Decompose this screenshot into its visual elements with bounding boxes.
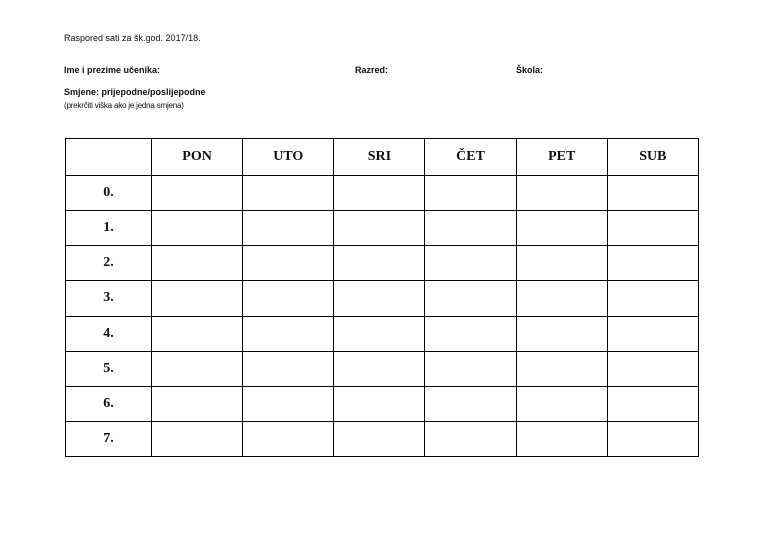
schedule-table <box>65 138 699 457</box>
schedule-cell[interactable] <box>607 386 698 421</box>
schedule-cell[interactable] <box>516 316 607 351</box>
schedule-cell[interactable] <box>152 421 243 456</box>
schedule-cell[interactable] <box>334 316 425 351</box>
schedule-cell[interactable] <box>516 246 607 281</box>
day-header-sri: SRI <box>334 139 425 176</box>
schedule-cell[interactable] <box>152 386 243 421</box>
schedule-cell[interactable] <box>425 351 516 386</box>
schedule-cell[interactable] <box>243 246 334 281</box>
schedule-cell[interactable] <box>243 281 334 316</box>
corner-cell <box>66 139 152 176</box>
schedule-cell[interactable] <box>243 421 334 456</box>
period-label: 6. <box>66 386 152 421</box>
schedule-cell[interactable] <box>334 246 425 281</box>
schedule-cell[interactable] <box>152 316 243 351</box>
table-row <box>66 351 699 386</box>
schedule-cell[interactable] <box>334 421 425 456</box>
schedule-cell[interactable] <box>243 316 334 351</box>
schedule-cell[interactable] <box>152 281 243 316</box>
page-title: Raspored sati za šk.god. 2017/18. <box>64 33 201 43</box>
period-label: 4. <box>66 316 152 351</box>
schedule-cell[interactable] <box>607 351 698 386</box>
shift-note: (prekrčiti viška ako je jedna smjena) <box>64 101 184 110</box>
table-row <box>66 316 699 351</box>
schedule-cell[interactable] <box>243 386 334 421</box>
schedule-cell[interactable] <box>243 176 334 211</box>
table-row <box>66 281 699 316</box>
table-row <box>66 421 699 456</box>
period-label: 2. <box>66 246 152 281</box>
schedule-cell[interactable] <box>425 281 516 316</box>
schedule-cell[interactable] <box>243 351 334 386</box>
table-row <box>66 211 699 246</box>
schedule-cell[interactable] <box>334 176 425 211</box>
table-row <box>66 246 699 281</box>
shift-label: Smjene: prijepodne/poslijepodne <box>64 87 206 97</box>
schedule-cell[interactable] <box>607 211 698 246</box>
schedule-cell[interactable] <box>152 246 243 281</box>
schedule-cell[interactable] <box>425 421 516 456</box>
period-label: 0. <box>66 176 152 211</box>
schedule-cell[interactable] <box>243 211 334 246</box>
schedule-cell[interactable] <box>334 281 425 316</box>
table-row <box>66 386 699 421</box>
schedule-cell[interactable] <box>607 316 698 351</box>
schedule-cell[interactable] <box>607 246 698 281</box>
schedule-cell[interactable] <box>425 211 516 246</box>
schedule-cell[interactable] <box>152 176 243 211</box>
schedule-cell[interactable] <box>425 176 516 211</box>
schedule-cell[interactable] <box>425 246 516 281</box>
schedule-cell[interactable] <box>425 386 516 421</box>
schedule-cell[interactable] <box>516 211 607 246</box>
schedule-cell[interactable] <box>425 316 516 351</box>
day-header-pet: PET <box>516 139 607 176</box>
day-header-sub: SUB <box>607 139 698 176</box>
schedule-cell[interactable] <box>607 421 698 456</box>
schedule-cell[interactable] <box>516 176 607 211</box>
table-row <box>66 176 699 211</box>
day-header-cet: ČET <box>425 139 516 176</box>
schedule-cell[interactable] <box>152 351 243 386</box>
day-header-uto: UTO <box>243 139 334 176</box>
schedule-cell[interactable] <box>152 211 243 246</box>
schedule-cell[interactable] <box>334 351 425 386</box>
schedule-cell[interactable] <box>516 351 607 386</box>
schedule-cell[interactable] <box>516 421 607 456</box>
period-label: 1. <box>66 211 152 246</box>
class-label: Razred: <box>355 65 389 75</box>
schedule-cell[interactable] <box>607 281 698 316</box>
day-header-pon: PON <box>152 139 243 176</box>
period-label: 7. <box>66 421 152 456</box>
schedule-cell[interactable] <box>334 211 425 246</box>
period-label: 3. <box>66 281 152 316</box>
schedule-cell[interactable] <box>607 176 698 211</box>
schedule-cell[interactable] <box>516 386 607 421</box>
period-label: 5. <box>66 351 152 386</box>
schedule-cell[interactable] <box>516 281 607 316</box>
schedule-cell[interactable] <box>334 386 425 421</box>
table-header-row <box>66 139 699 176</box>
student-name-label: Ime i prezime učenika: <box>64 65 161 75</box>
school-label: Škola: <box>516 65 544 75</box>
